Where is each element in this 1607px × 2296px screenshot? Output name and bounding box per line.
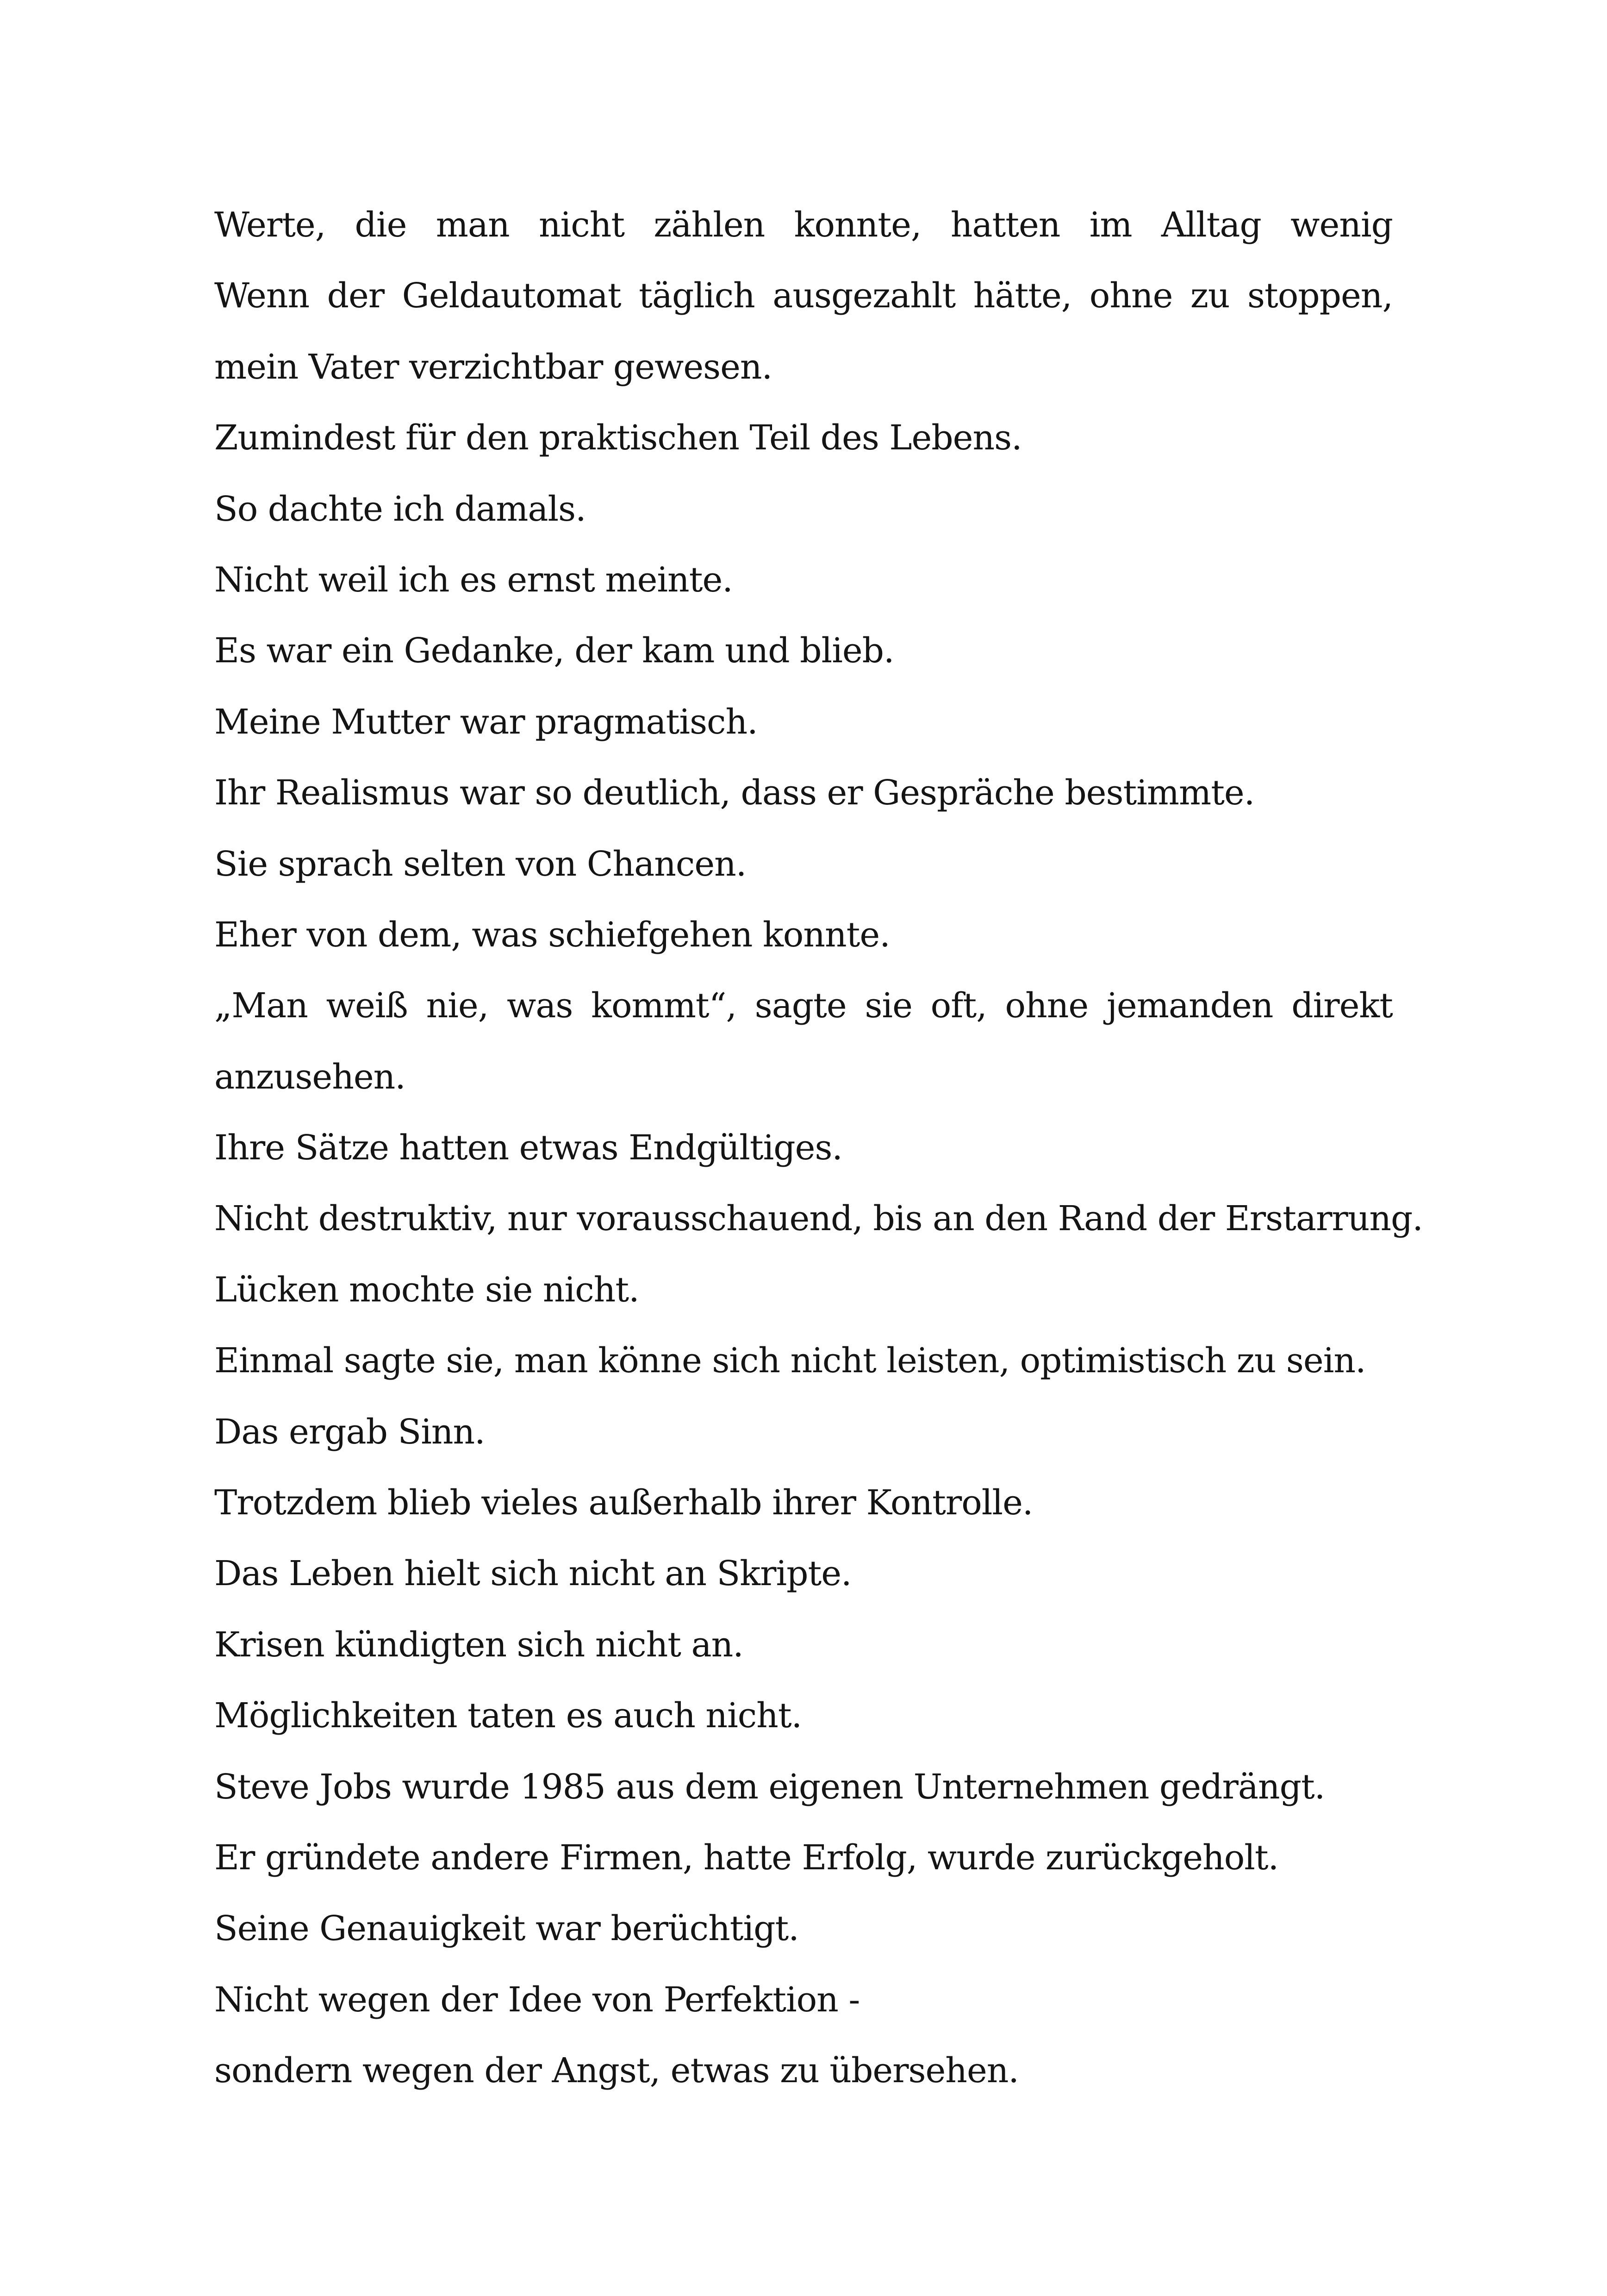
text-line: Das ergab Sinn. bbox=[214, 1412, 485, 1452]
text-line: So dachte ich damals. bbox=[214, 489, 586, 529]
text-line: sondern wegen der Angst, etwas zu übersehen. bbox=[214, 2051, 1019, 2091]
text-line: Trotzdem blieb vieles außerhalb ihrer Kontrolle. bbox=[214, 1483, 1033, 1523]
text-line: Es war ein Gedanke, der kam und blieb. bbox=[214, 631, 894, 671]
text-line: Seine Genauigkeit war berüchtigt. bbox=[214, 1909, 799, 1949]
text-line: Zumindest für den praktischen Teil des Lebens. bbox=[214, 418, 1022, 458]
text-line: Das Leben hielt sich nicht an Skripte. bbox=[214, 1554, 852, 1594]
text-line: mein Vater verzichtbar gewesen. bbox=[214, 347, 772, 387]
text-line: Ihr Realismus war so deutlich, dass er Gespräche bestimmte. bbox=[214, 773, 1255, 813]
text-line: Nicht weil ich es ernst meinte. bbox=[214, 560, 733, 600]
text-line: Meine Mutter war pragmatisch. bbox=[214, 702, 758, 742]
text-line: Möglichkeiten taten es auch nicht. bbox=[214, 1696, 802, 1736]
text-line: Steve Jobs wurde 1985 aus dem eigenen Unternehmen gedrängt. bbox=[214, 1767, 1325, 1807]
text-line: Ihre Sätze hatten etwas Endgültiges. bbox=[214, 1128, 842, 1168]
text-line: Nicht destruktiv, nur vorausschauend, bis an den Rand der Erstarrung. bbox=[214, 1199, 1423, 1239]
text-line: anzusehen. bbox=[214, 1057, 405, 1097]
text-line: „Man weiß nie, was kommt“, sagte sie oft, ohne jemanden direkt bbox=[214, 986, 1393, 1026]
body-text bbox=[214, 190, 1423, 2107]
text-line: Wenn der Geldautomat täglich ausgezahlt hätte, ohne zu stoppen, bbox=[214, 276, 1393, 316]
text-line: Sie sprach selten von Chancen. bbox=[214, 844, 747, 884]
text-line: Er gründete andere Firmen, hatte Erfolg, wurde zurückgeholt. bbox=[214, 1837, 1279, 1878]
text-line: Eher von dem, was schiefgehen konnte. bbox=[214, 915, 890, 955]
text-line: Nicht wegen der Idee von Perfektion - bbox=[214, 1979, 860, 2020]
text-line: Krisen kündigten sich nicht an. bbox=[214, 1624, 743, 1665]
text-line: Lücken mochte sie nicht. bbox=[214, 1269, 639, 1310]
text-line: Werte, die man nicht zählen konnte, hatten im Alltag wenig bbox=[214, 205, 1393, 245]
text-line: Einmal sagte sie, man könne sich nicht leisten, optimistisch zu sein. bbox=[214, 1341, 1366, 1381]
